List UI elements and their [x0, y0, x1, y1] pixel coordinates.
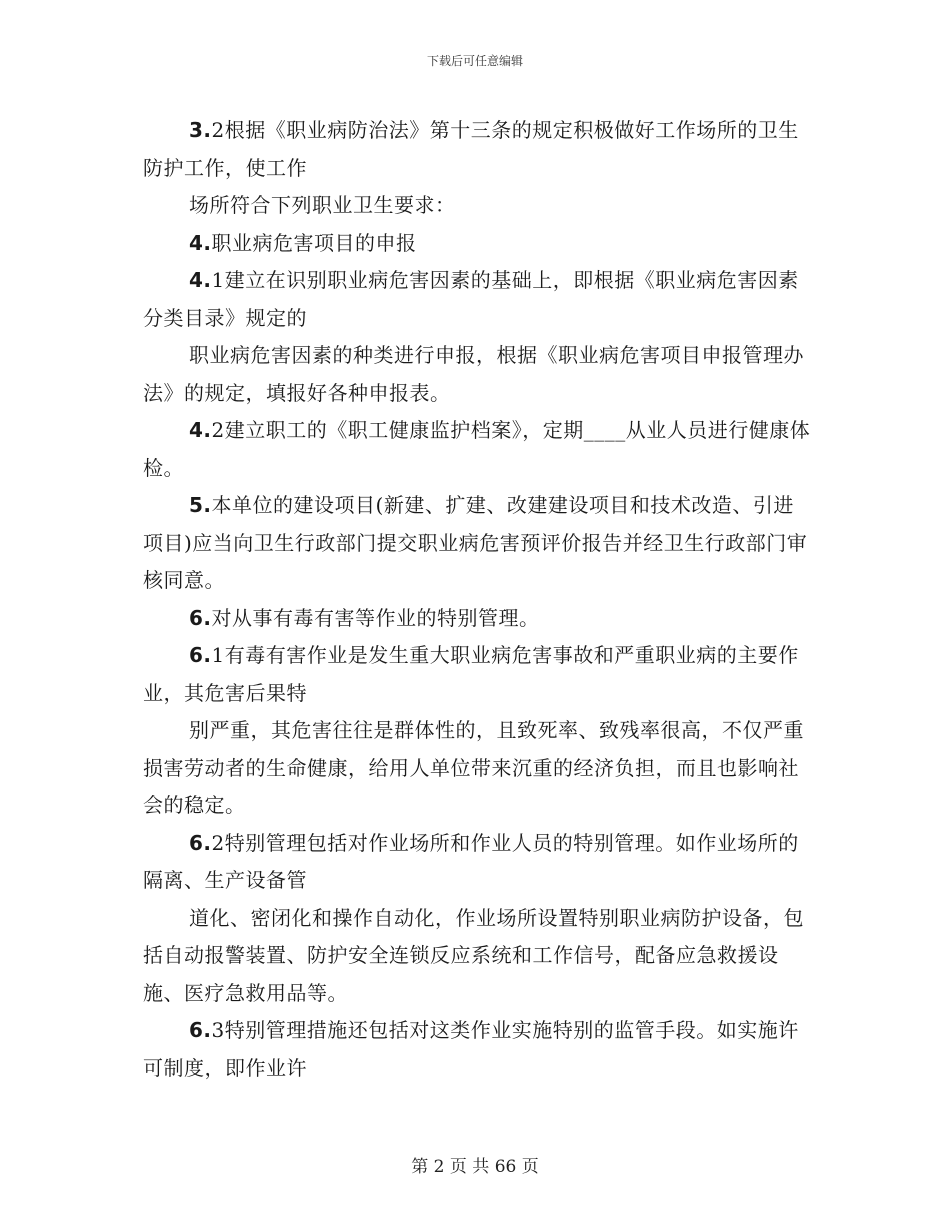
section-subnumber: 2 [211, 418, 225, 442]
paragraph-6-3 [143, 1012, 813, 1087]
section-subnumber: 1 [211, 268, 225, 292]
section-subnumber: 3 [211, 1018, 225, 1042]
paragraph-text: 特别管理措施还包括对这类作业实施特别的监管手段。如实施许可制度，即作业许 [143, 1018, 799, 1080]
section-number: 6. [189, 605, 212, 630]
page-footer: 第 2 页 共 66 页 [411, 1157, 539, 1177]
paragraph-continuation [143, 900, 813, 1013]
header-note: 下载后可任意编辑 [426, 54, 523, 68]
paragraph-text: 道化、密闭化和操作自动化，作业场所设置特别职业病防护设备，包括自动报警装置、防护安全连锁反应系统和工作信号，配备应急救援设施、医疗急救用品等。 [143, 905, 804, 1005]
paragraph-6-1 [143, 637, 813, 712]
section-number: 4. [189, 268, 212, 292]
paragraph-text: 职业病危害项目的申报 [211, 230, 417, 255]
paragraph-text: 对从事有毒有害等作业的特别管理。 [211, 605, 540, 630]
paragraph-6-2 [143, 825, 813, 900]
section-subnumber: 2 [211, 830, 225, 855]
paragraph-text: 场所符合下列职业卫生要求： [189, 193, 456, 217]
paragraph-text: 建立在识别职业病危害因素的基础上，即根据《职业病危害因素分类目录》规定的 [143, 268, 799, 330]
paragraph-3-2 [143, 112, 813, 187]
paragraph-text: 根据《职业病防治法》第十三条的规定积极做好工作场所的卫生防护工作，使工作 [143, 118, 799, 180]
paragraph-4-heading [143, 225, 813, 263]
paragraph-6-heading [143, 600, 813, 638]
paragraph-text: 本单位的建设项目(新建、扩建、改建建设项目和技术改造、引进项目)应当向卫生行政部门提交职业病危害预评价报告并经卫生行政部门审核同意。 [143, 493, 808, 592]
paragraph-4-1 [143, 262, 813, 337]
paragraph-text: 别严重，其危害往往是群体性的，且致死率、致残率很高，不仅严重损害劳动者的生命健康，给用人单位带来沉重的经济负担，而且也影响社会的稳定。 [143, 718, 804, 817]
paragraph-text: 职业病危害因素的种类进行申报，根据《职业病危害项目申报管理办法》的规定，填报好各种申报表。 [143, 343, 804, 405]
section-number: 6. [189, 643, 212, 667]
paragraph-4-2 [143, 412, 813, 487]
paragraph-continuation [143, 187, 813, 225]
section-number: 4. [189, 418, 212, 442]
paragraph-text: 建立职工的《职工健康监护档案》，定期____从业人员进行健康体检。 [143, 418, 811, 480]
paragraph-5 [143, 487, 813, 600]
section-number: 6. [189, 830, 212, 855]
section-number: 4. [189, 230, 212, 255]
section-subnumber: 2 [211, 118, 225, 142]
paragraph-text: 有毒有害作业是发生重大职业病危害事故和严重职业病的主要作业，其危害后果特 [143, 643, 799, 705]
paragraph-continuation [143, 337, 813, 412]
section-number: 3. [189, 118, 212, 142]
document-body [143, 112, 813, 1087]
paragraph-text: 特别管理包括对作业场所和作业人员的特别管理。如作业场所的隔离、生产设备管 [143, 830, 799, 892]
section-number: 5. [189, 493, 212, 517]
section-subnumber: 1 [211, 643, 225, 667]
section-number: 6. [189, 1018, 212, 1042]
paragraph-continuation [143, 712, 813, 825]
